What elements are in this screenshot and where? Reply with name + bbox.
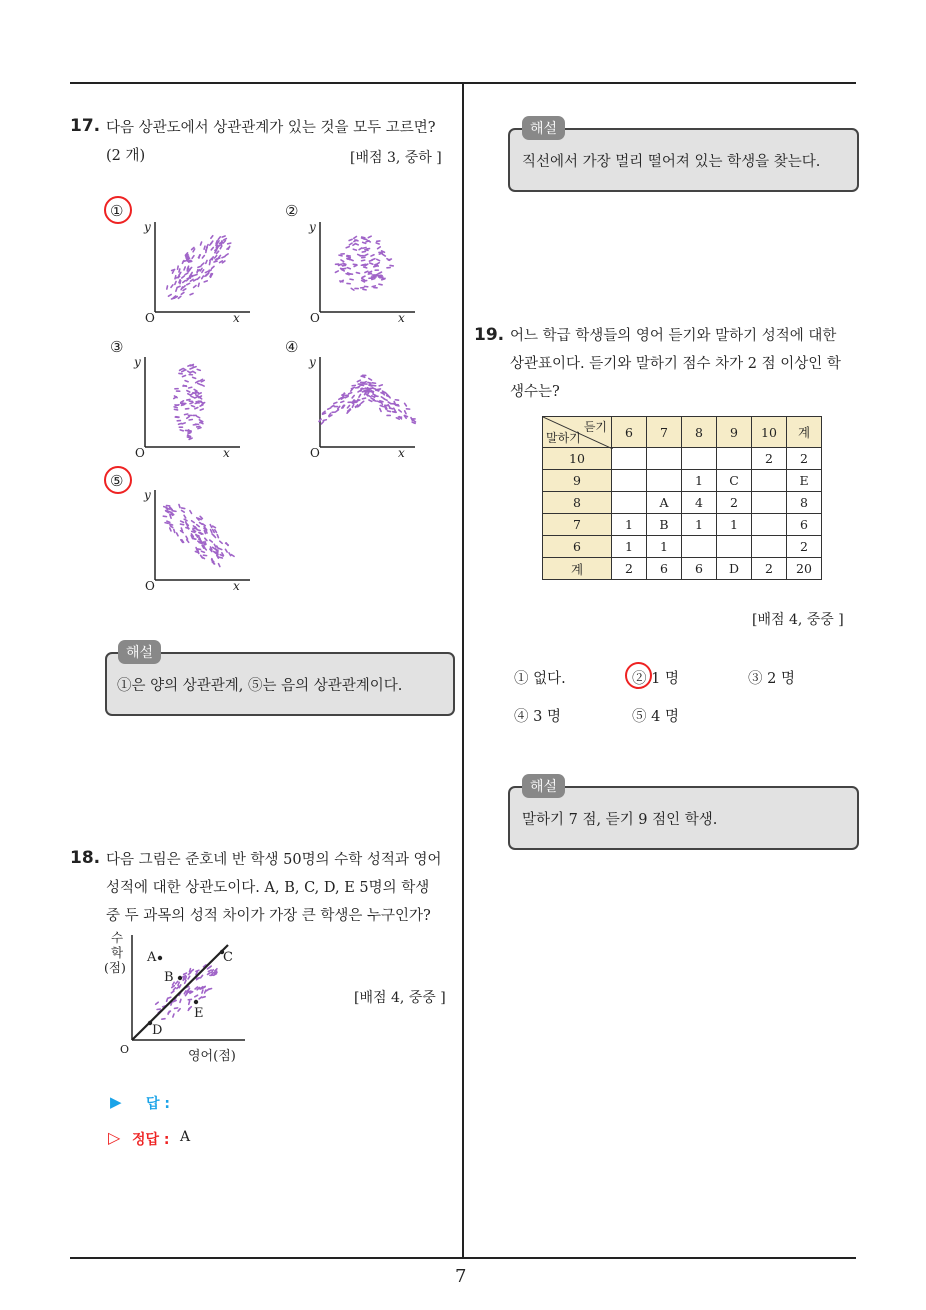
table-cell: 6: [787, 514, 822, 536]
q17-option-3[interactable]: ③: [110, 338, 124, 356]
answer-circle-mark-q19: [625, 662, 652, 689]
table-cell: [647, 448, 682, 470]
row-label: 10: [543, 448, 612, 470]
point-E: [194, 1000, 198, 1004]
table-cell: [752, 514, 787, 536]
q18-label-C: C: [223, 950, 233, 965]
table-cell: [612, 492, 647, 514]
q18-origin: O: [120, 1043, 130, 1056]
plot2-y-label: y: [309, 220, 316, 234]
table-cell: C: [717, 470, 752, 492]
plot4-origin: O: [310, 446, 320, 460]
q18-label-E: E: [194, 1006, 204, 1021]
table-cell: E: [787, 470, 822, 492]
table-cell: 2: [787, 536, 822, 558]
q17-option-2[interactable]: ②: [285, 202, 299, 220]
q17-solution-text: ①은 양의 상관관계, ⑤는 음의 상관관계이다.: [117, 678, 403, 694]
table-cell: 1: [647, 536, 682, 558]
q18-solution-tag: 해설: [522, 116, 565, 140]
table-corner-top: 듣기: [583, 420, 607, 434]
row-label: 9: [543, 470, 612, 492]
q18-number: 18.: [70, 848, 101, 868]
q17-score: [배점 3, 중하 ]: [350, 150, 442, 166]
column-divider: [462, 82, 464, 1259]
row-label: 7: [543, 514, 612, 536]
q17-scatter-plots: [0, 0, 462, 620]
table-cell: 1: [682, 470, 717, 492]
col-header: 7: [647, 417, 682, 448]
table-cell: B: [647, 514, 682, 536]
q19-solution-text: 말하기 7 점, 듣기 9 점인 학생.: [522, 812, 718, 828]
q19-option-2[interactable]: ② 1 명: [632, 671, 679, 687]
table-cell: [682, 536, 717, 558]
q17-text-line2: (2 개): [106, 148, 146, 164]
point-B: [178, 976, 182, 980]
table-cell: [717, 448, 752, 470]
correct-answer-label: 정답 :: [132, 1132, 170, 1148]
table-cell: 6: [682, 558, 717, 580]
q19-text-line3: 생수는?: [510, 384, 560, 400]
plot5-y-label: y: [144, 488, 151, 502]
scatter-plot-5: [155, 490, 250, 580]
table-row: [543, 448, 822, 470]
plot4-y-label: y: [309, 355, 316, 369]
table-cell: 1: [682, 514, 717, 536]
table-cell: [752, 492, 787, 514]
scatter-plot-4: [319, 357, 416, 447]
scatter-plot-1: [155, 222, 250, 312]
table-cell: 20: [787, 558, 822, 580]
table-cell: 2: [787, 448, 822, 470]
col-header: 8: [682, 417, 717, 448]
col-header: 6: [612, 417, 647, 448]
q18-solution-text: 직선에서 가장 멀리 떨어져 있는 학생을 찾는다.: [522, 154, 821, 170]
table-row: [543, 514, 822, 536]
q19-solution-tag: 해설: [522, 774, 565, 798]
plot1-y-label: y: [144, 220, 151, 234]
table-row: [543, 558, 822, 580]
q17-solution-tag: 해설: [118, 640, 161, 664]
answer-label: 답 :: [146, 1096, 170, 1112]
q17-option-1[interactable]: ①: [110, 202, 124, 220]
q18-ylabel-2: 학: [111, 945, 124, 960]
page-number: 7: [455, 1266, 467, 1287]
row-label: 8: [543, 492, 612, 514]
plot3-y-label: y: [134, 355, 141, 369]
table-row: [543, 536, 822, 558]
table-corner: [543, 417, 612, 448]
q18-label-A: A: [147, 950, 157, 965]
table-cell: 1: [612, 536, 647, 558]
q19-option-1[interactable]: ① 없다.: [514, 671, 566, 687]
q18-xlabel: 영어(점): [188, 1049, 236, 1064]
q19-correlation-table: [542, 416, 822, 580]
plot4-x-label: x: [398, 446, 405, 460]
q18-ylabel-3: (점): [104, 960, 126, 975]
q18-text-line2: 성적에 대한 상관도이다. A, B, C, D, E 5명의 학생: [106, 880, 430, 896]
table-row: [543, 492, 822, 514]
plot1-origin: O: [145, 311, 155, 325]
scatter-plot-2: [320, 222, 415, 312]
q17-option-5[interactable]: ⑤: [110, 472, 124, 490]
table-cell: 1: [612, 514, 647, 536]
q19-text-line1: 어느 학급 학생들의 영어 듣기와 말하기 성적에 대한: [510, 328, 837, 344]
table-cell: 6: [647, 558, 682, 580]
q18-text-line1: 다음 그림은 준호네 반 학생 50명의 수학 성적과 영어: [106, 852, 442, 868]
q18-label-D: D: [152, 1023, 163, 1038]
table-cell: [752, 536, 787, 558]
q17-text-line1: 다음 상관도에서 상관관계가 있는 것을 모두 고르면?: [106, 120, 436, 136]
table-cell: 2: [752, 448, 787, 470]
plot5-x-label: x: [233, 579, 240, 593]
correct-answer-marker-icon: ▷: [108, 1128, 121, 1147]
table-cell: 8: [787, 492, 822, 514]
table-cell: D: [717, 558, 752, 580]
q19-option-5[interactable]: ⑤ 4 명: [632, 709, 679, 725]
table-row: [543, 470, 822, 492]
col-header: 계: [787, 417, 822, 448]
q18-ylabel-1: 수: [111, 930, 124, 945]
table-cell: [682, 448, 717, 470]
table-cell: [647, 470, 682, 492]
q19-number: 19.: [474, 325, 505, 345]
plot1-x-label: x: [233, 311, 240, 325]
col-header: 10: [752, 417, 787, 448]
table-cell: 2: [752, 558, 787, 580]
table-cell: [612, 448, 647, 470]
table-cell: 2: [717, 492, 752, 514]
q18-score: [배점 4, 중중 ]: [354, 990, 446, 1006]
q19-option-3[interactable]: ③ 2 명: [748, 671, 795, 687]
q18-text-line3: 중 두 과목의 성적 차이가 가장 큰 학생은 누구인가?: [106, 908, 431, 924]
q19-option-4[interactable]: ④ 3 명: [514, 709, 561, 725]
scatter-plot-3: [145, 357, 240, 447]
row-label: 계: [543, 558, 612, 580]
table-cell: 2: [612, 558, 647, 580]
table-cell: [612, 470, 647, 492]
answer-marker-icon: ▶: [110, 1093, 122, 1111]
point-A: [158, 956, 162, 960]
q17-option-4[interactable]: ④: [285, 338, 299, 356]
plot3-origin: O: [135, 446, 145, 460]
table-cell: 1: [717, 514, 752, 536]
table-corner-bottom: 말하기: [546, 431, 581, 445]
table-cell: [717, 536, 752, 558]
q18-label-B: B: [164, 970, 174, 985]
row-label: 6: [543, 536, 612, 558]
plot2-origin: O: [310, 311, 320, 325]
q19-text-line2: 상관표이다. 듣기와 말하기 점수 차가 2 점 이상인 학: [510, 356, 841, 372]
plot5-origin: O: [145, 579, 155, 593]
q19-score: [배점 4, 중중 ]: [752, 612, 844, 628]
table-cell: [752, 470, 787, 492]
table-cell: A: [647, 492, 682, 514]
q17-number: 17.: [70, 116, 101, 136]
plot3-x-label: x: [223, 446, 230, 460]
table-cell: 4: [682, 492, 717, 514]
plot2-x-label: x: [398, 311, 405, 325]
col-header: 9: [717, 417, 752, 448]
bottom-rule: [70, 1257, 856, 1259]
correct-answer-value: A: [180, 1129, 191, 1145]
